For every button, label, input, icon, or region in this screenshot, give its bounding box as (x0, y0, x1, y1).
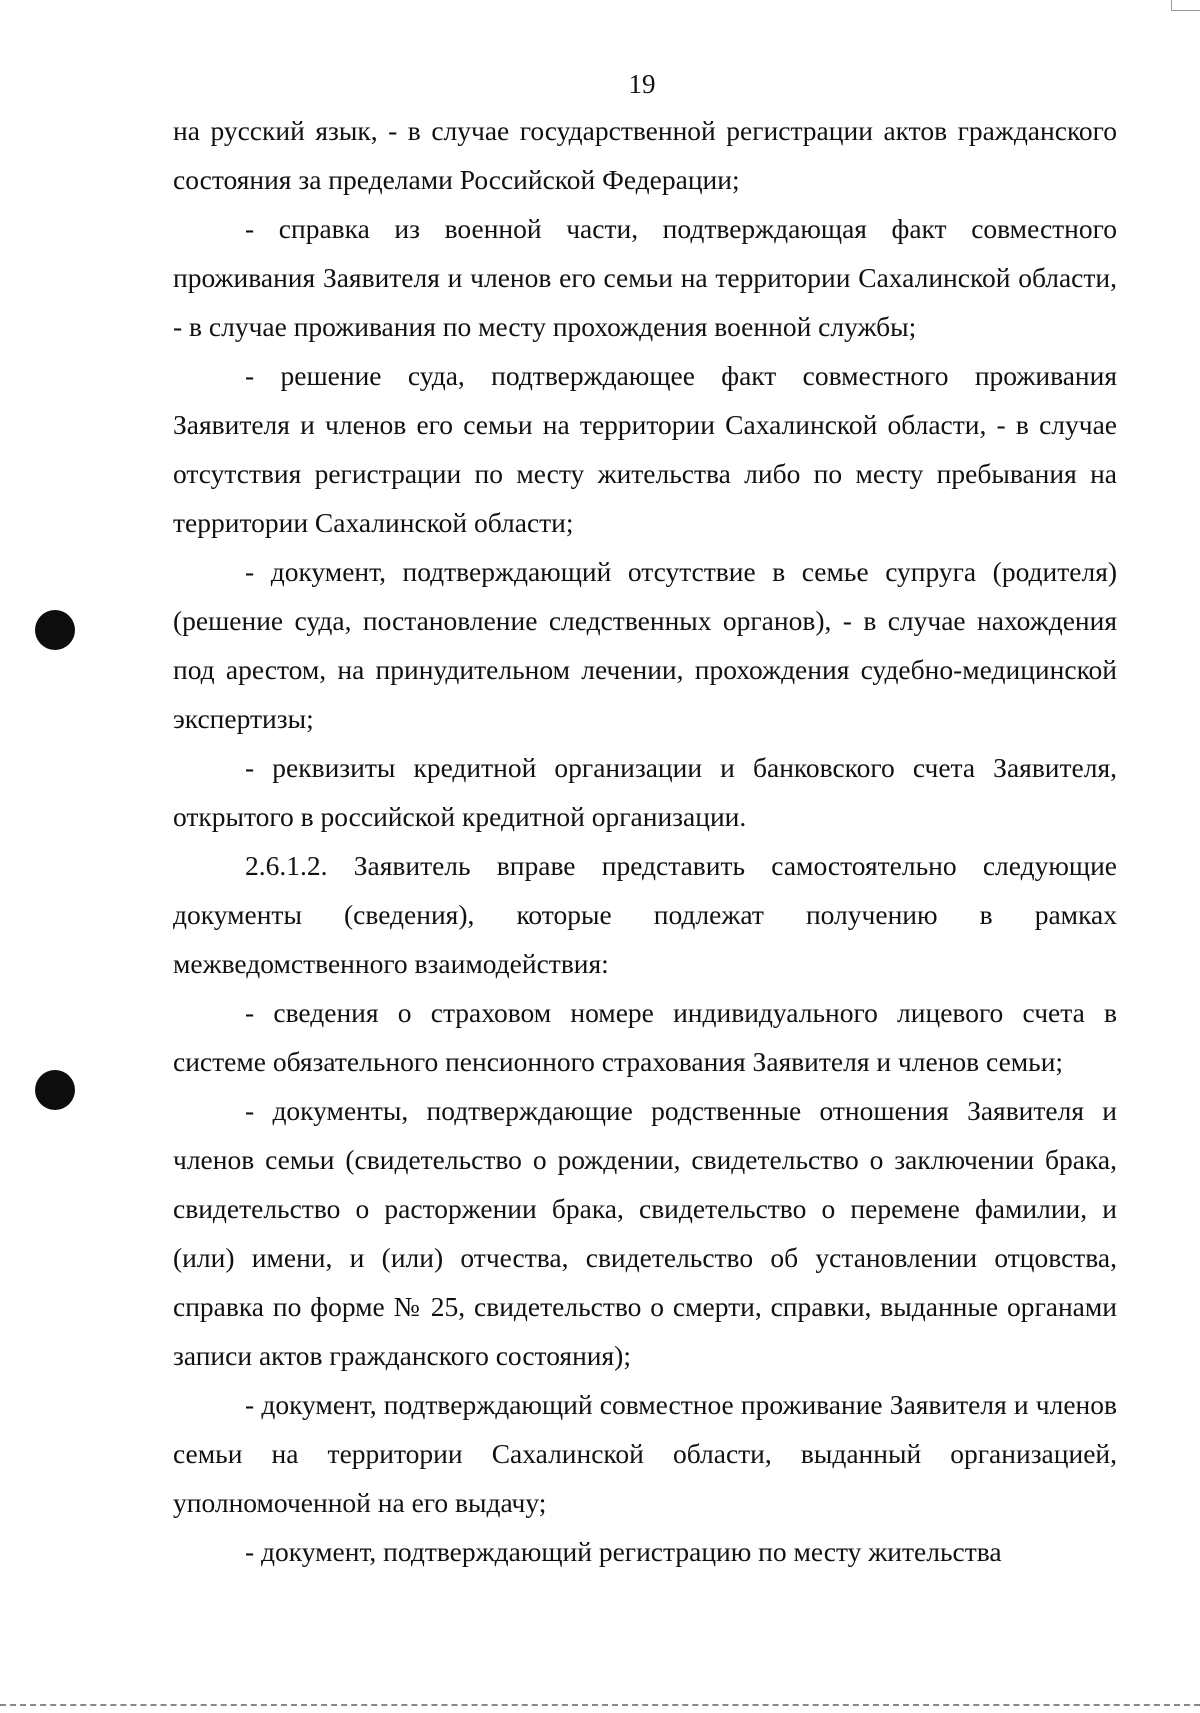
paragraph-continuation: на русский язык, - в случае государственной регистрации актов гражданского состояния за пределами Российской Федерации; (173, 115, 1117, 195)
paragraph-insurance-number: - сведения о страховом номере индивидуального лицевого счета в системе обязательного пенсионного страхования Заявителя и членов семьи; (173, 997, 1117, 1077)
punch-hole-top (35, 610, 75, 650)
paragraph-spouse-absence-document: - документ, подтверждающий отсутствие в семье супруга (родителя) (решение суда, постановление следственных органов), - в случае нахождения под арестом, на принудительном лечении, прохождения судебно-медицинской экспертизы; (173, 556, 1117, 734)
paragraph-court-decision: - решение суда, подтверждающее факт совместного проживания Заявителя и членов его семьи на территории Сахалинской области, - в случае отсутствия регистрации по месту жительства либо по месту пребывания на территории Сахалинской области; (173, 360, 1117, 538)
paragraph-kinship-documents: - документы, подтверждающие родственные отношения Заявителя и членов семьи (свидетельство о рождении, свидетельство о заключении брака, свидетельство о расторжении брака, свидетельство о перемене фамилии, и (или) имени, и (или) отчества, свидетельство об установлении отцовства, справка по форме № 25, свидетельство о смерти, справки, выданные органами записи актов гражданского состояния); (173, 1095, 1117, 1371)
paragraph-bank-details: - реквизиты кредитной организации и банковского счета Заявителя, открытого в российской кредитной организации. (173, 752, 1117, 832)
paragraph-section-2-6-1-2: 2.6.1.2. Заявитель вправе представить самостоятельно следующие документы (сведения), которые подлежат получению в рамках межведомственного взаимодействия: (173, 850, 1117, 979)
punch-hole-bottom (35, 1070, 75, 1110)
paragraph-cohabitation-document: - документ, подтверждающий совместное проживание Заявителя и членов семьи на территории Сахалинской области, выданный организацией, уполномоченной на его выдачу; (173, 1389, 1117, 1518)
page-number: 19 (628, 69, 656, 99)
paragraph-military-certificate: - справка из военной части, подтверждающая факт совместного проживания Заявителя и членов его семьи на территории Сахалинской области, - в случае проживания по месту прохождения военной службы; (173, 213, 1117, 342)
scan-corner-mark (1171, 0, 1200, 11)
scan-bottom-edge (0, 1704, 1200, 1706)
paragraph-registration-document: - документ, подтверждающий регистрацию по месту жительства (245, 1536, 1002, 1567)
document-body (173, 106, 1117, 1576)
